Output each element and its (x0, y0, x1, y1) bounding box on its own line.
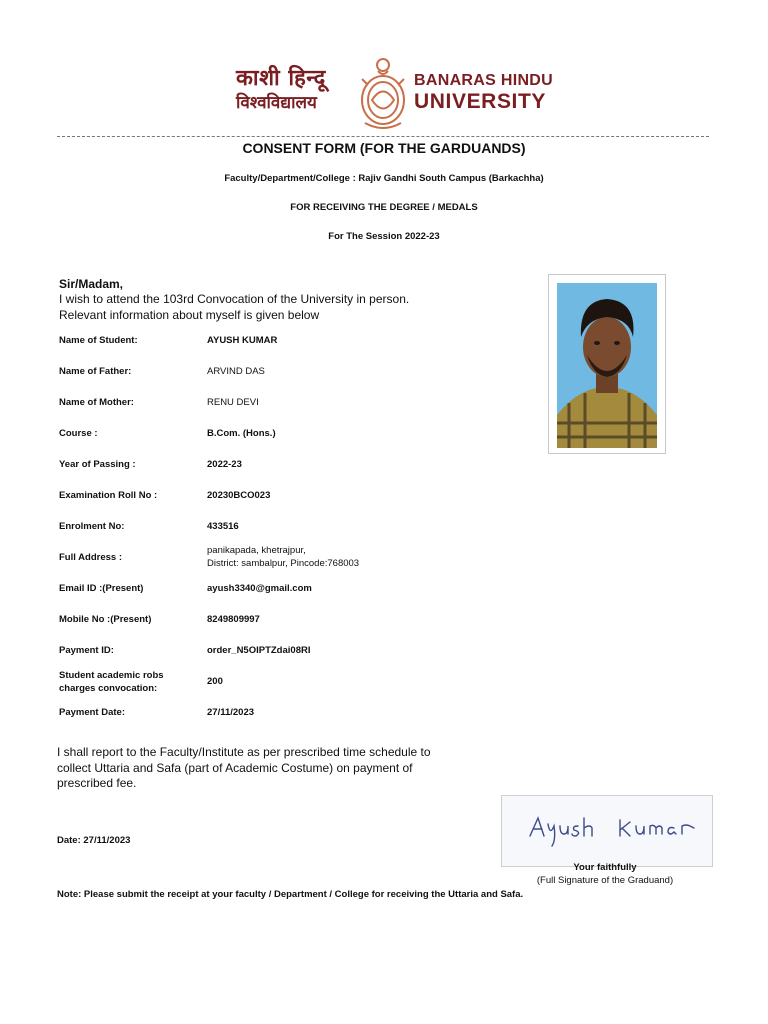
value-course: B.Com. (Hons.) (207, 428, 276, 439)
report-line1: I shall report to the Faculty/Institute as per prescribed time schedule to (57, 745, 431, 759)
value-payment-date: 27/11/2023 (207, 707, 255, 718)
purpose-line: FOR RECEIVING THE DEGREE / MEDALS (290, 202, 478, 213)
label-year-of-passing: Year of Passing : (59, 459, 136, 470)
university-emblem-logo (356, 55, 410, 133)
label-email: Email ID :(Present) (59, 583, 144, 594)
faculty-line: Faculty/Department/College : Rajiv Gandhi South Campus (Barkachha) (224, 173, 544, 184)
form-date: Date: 27/11/2023 (57, 835, 131, 846)
salutation: Sir/Madam, (59, 277, 124, 291)
value-robs-charges: 200 (207, 676, 223, 687)
value-payment-id: order_N5OIPTZdai08RI (207, 645, 311, 656)
label-payment-date: Payment Date: (59, 707, 125, 718)
label-full-address: Full Address : (59, 552, 122, 563)
label-payment-id: Payment ID: (59, 645, 114, 656)
submission-note: Note: Please submit the receipt at your faculty / Department / College for receiving the Uttaria and Safa. (57, 889, 524, 900)
value-roll-no: 20230BCO023 (207, 490, 271, 501)
university-name-hindi (236, 66, 354, 114)
value-full-address (207, 544, 507, 570)
english-name-line1: BANARAS HINDU (414, 72, 554, 89)
student-photo-image (549, 275, 665, 453)
intro-line1: I wish to attend the 103rd Convocation of the University in person. (59, 292, 410, 306)
robs-charges-line2: charges convocation: (59, 683, 158, 694)
value-mother-name: RENU DEVI (207, 397, 259, 408)
hindi-name-line2: विश्वविद्यालय (236, 93, 317, 113)
value-father-name: ARVIND DAS (207, 366, 265, 377)
report-statement (57, 745, 487, 792)
label-enrolment-no: Enrolment No: (59, 521, 125, 532)
value-mobile: 8249809997 (207, 614, 260, 625)
robs-charges-line1: Student academic robs (59, 670, 164, 681)
report-line3: prescribed fee. (57, 776, 137, 790)
label-father-name: Name of Father: (59, 366, 132, 377)
intro-text (59, 292, 489, 323)
address-line2: District: sambalpur, Pincode:768003 (207, 558, 360, 569)
emblem-icon (356, 55, 410, 133)
form-title: CONSENT FORM (FOR THE GARDUANDS) (242, 140, 526, 156)
value-enrolment-no: 433516 (207, 521, 239, 532)
label-mother-name: Name of Mother: (59, 397, 134, 408)
student-photo (548, 274, 666, 454)
session-line: For The Session 2022-23 (328, 231, 440, 242)
label-course: Course : (59, 428, 98, 439)
university-name-english (414, 72, 553, 114)
signature-image (502, 796, 712, 866)
label-student-name: Name of Student: (59, 335, 138, 346)
value-student-name: AYUSH KUMAR (207, 335, 278, 346)
label-mobile: Mobile No :(Present) (59, 614, 152, 625)
label-robs-charges (59, 669, 199, 695)
english-name-line2: UNIVERSITY (414, 90, 547, 113)
report-line2: collect Uttaria and Safa (part of Academic Costume) on payment of (57, 760, 413, 775)
dashed-divider (57, 136, 709, 137)
hindi-name-line1: काशी हिन्दू (236, 66, 326, 91)
intro-line2: Relevant information about myself is given below (59, 307, 320, 322)
yours-faithfully: Your faithfully (573, 862, 637, 873)
value-email: ayush3340@gmail.com (207, 583, 312, 594)
full-signature-caption: (Full Signature of the Graduand) (536, 875, 674, 886)
value-year-of-passing: 2022-23 (207, 459, 242, 470)
signature-box (501, 795, 713, 867)
label-roll-no: Examination Roll No : (59, 490, 158, 501)
address-line1: panikapada, khetrajpur, (207, 545, 306, 556)
